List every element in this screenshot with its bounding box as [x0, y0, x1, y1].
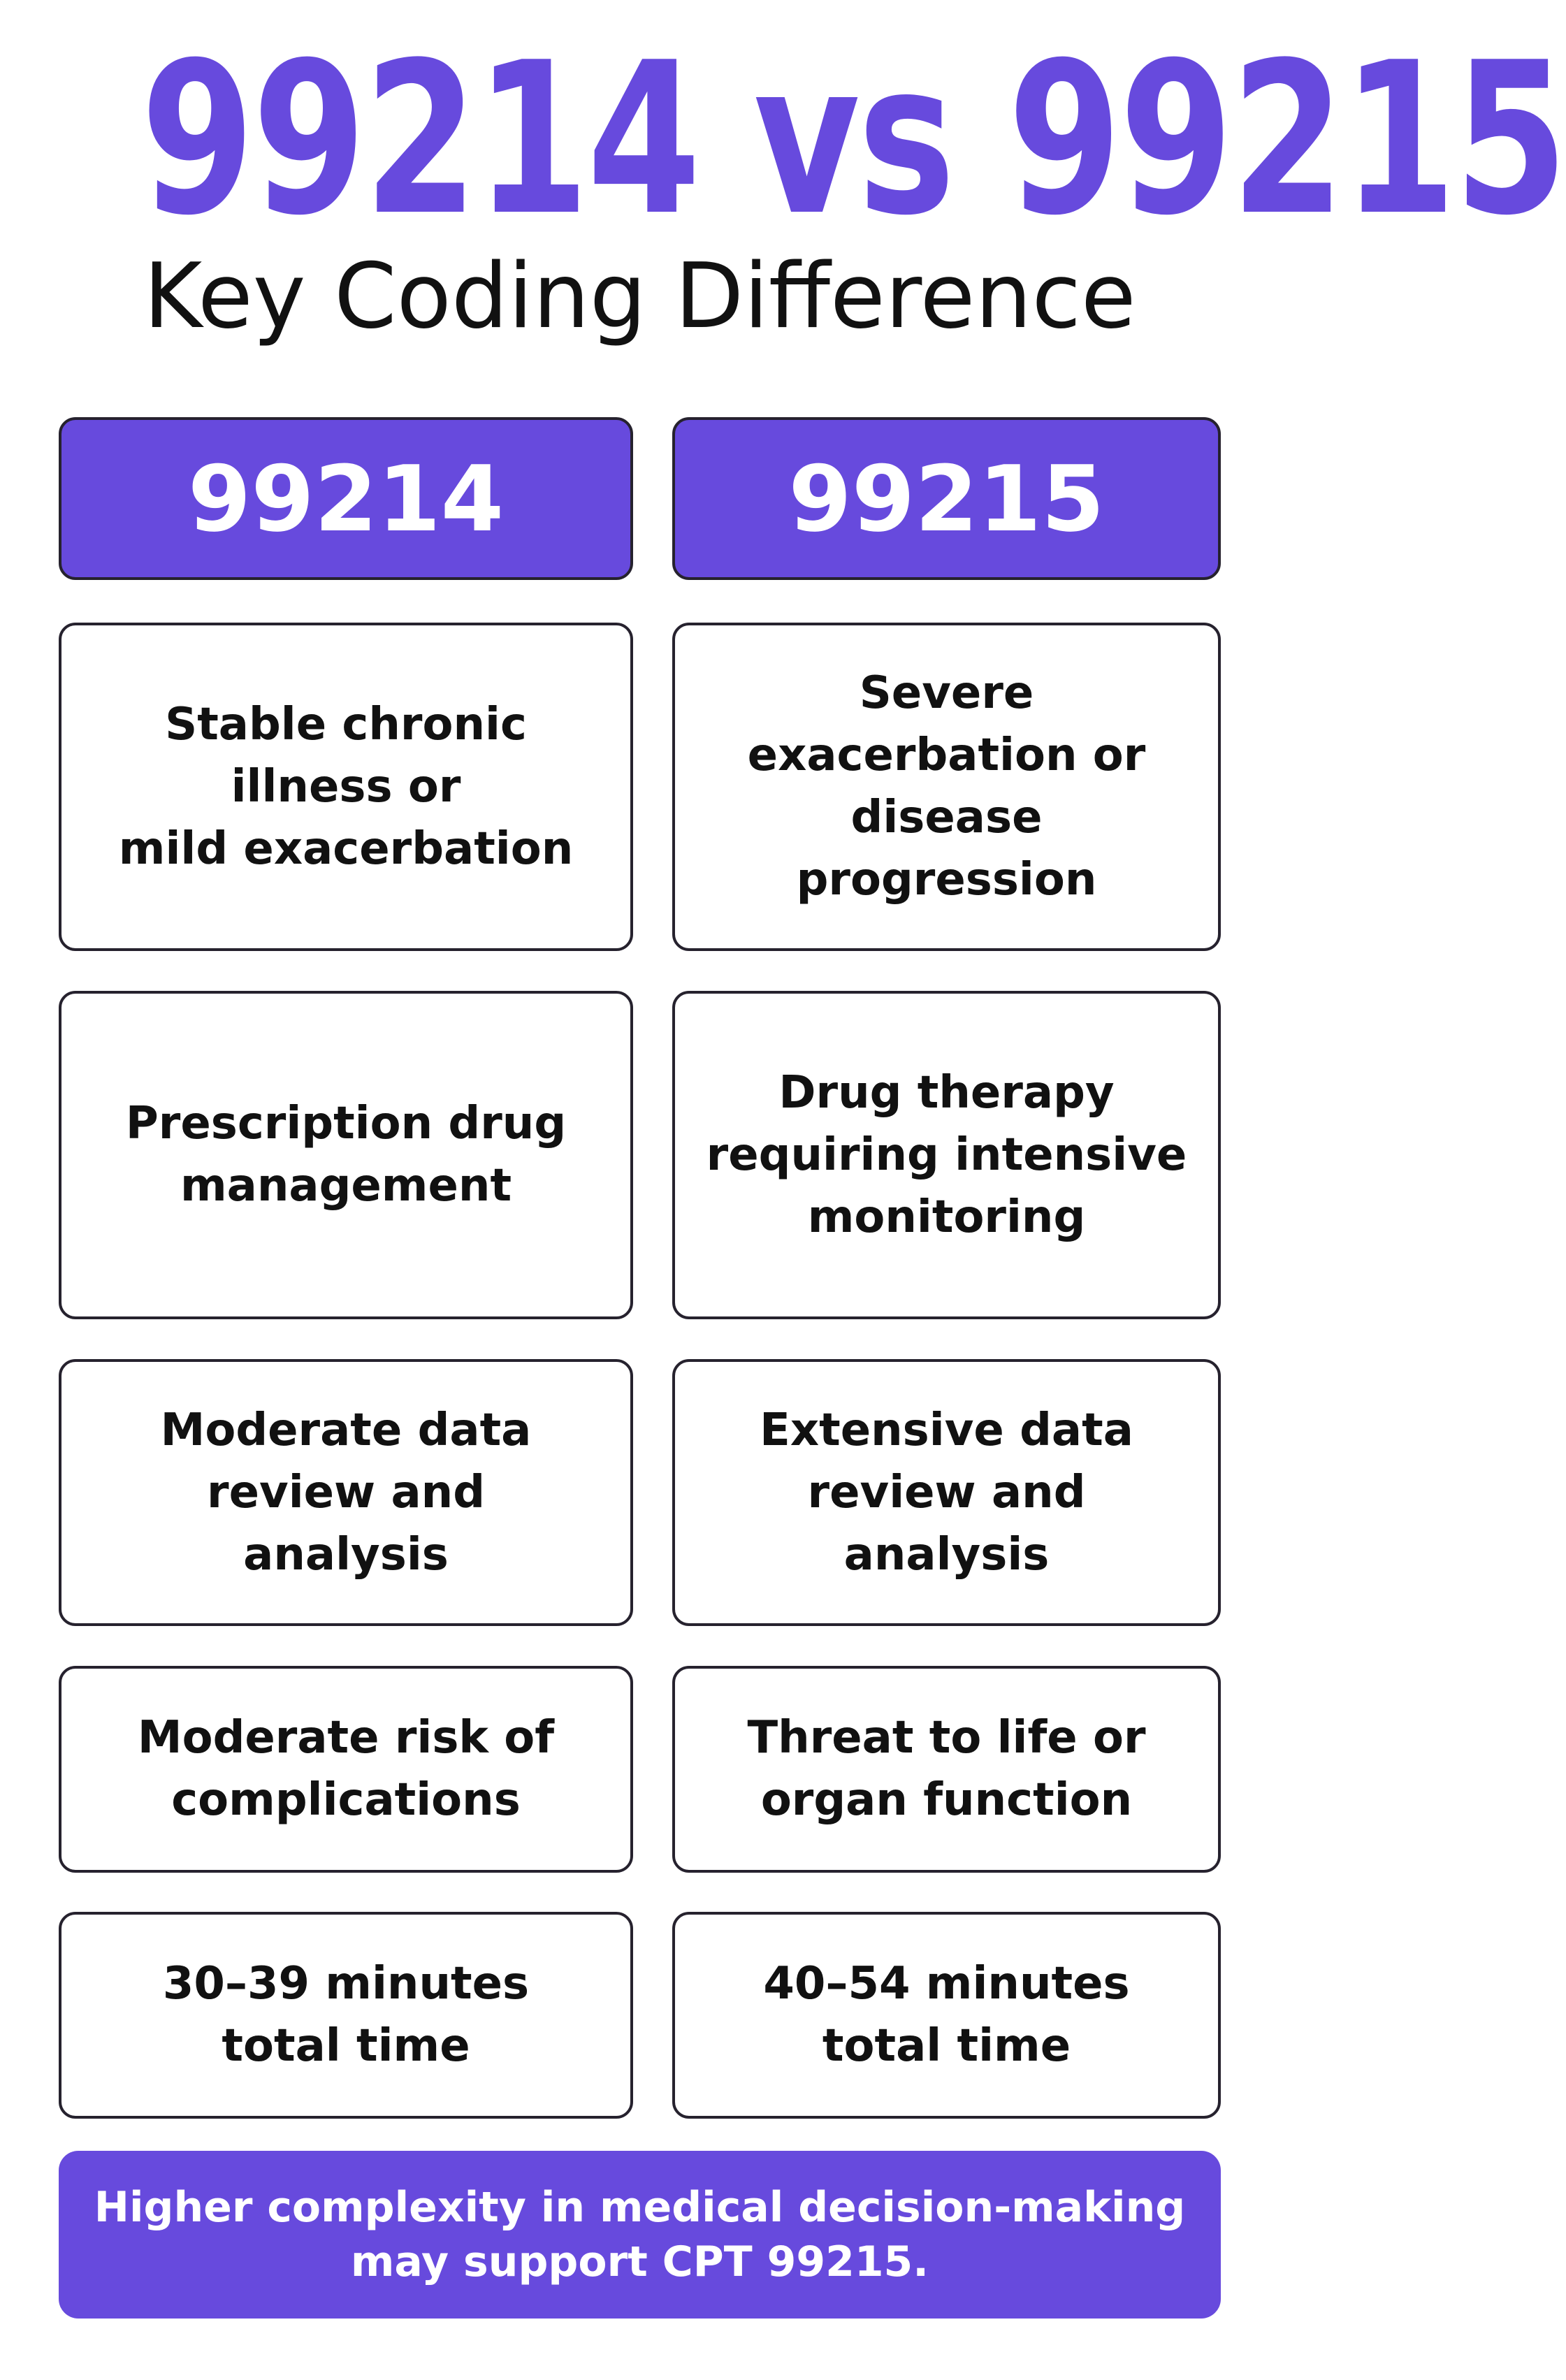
cell-text: Stable chronic illness or mild exacerbation	[118, 698, 574, 875]
cell-text: Drug therapy requiring intensive monitoring	[706, 1066, 1187, 1243]
cell-text: Prescription drug management	[125, 1098, 567, 1212]
cell-text: Severe exacerbation or disease progression	[747, 667, 1146, 906]
column-header-99214: 99214	[59, 417, 633, 580]
footer-banner	[59, 2151, 1221, 2319]
cell-text: Extensive data review and analysis	[760, 1404, 1133, 1581]
page-subtitle: Key Coding Difference	[143, 245, 1136, 349]
footer-text: Higher complexity in medical decision-making may support CPT 99215.	[94, 2183, 1186, 2286]
page-title: 99214 vs 99215	[140, 17, 1566, 261]
cell-99215-problem	[672, 623, 1221, 951]
cell-text: 40–54 minutes total time	[763, 1958, 1130, 2072]
cell-99215-time	[672, 1912, 1221, 2119]
cell-99215-data	[672, 1359, 1221, 1626]
cell-text: Moderate data review and analysis	[160, 1404, 532, 1581]
cell-99215-drug	[672, 991, 1221, 1319]
column-header-99215: 99215	[672, 417, 1221, 580]
cell-text: 30–39 minutes total time	[162, 1958, 530, 2072]
cell-text: Threat to life or organ function	[747, 1712, 1146, 1826]
cell-99215-risk	[672, 1666, 1221, 1873]
cell-text: Moderate risk of complications	[137, 1712, 555, 1826]
cell-99214-data	[59, 1359, 633, 1626]
cell-99214-drug	[59, 991, 633, 1319]
cell-99214-problem	[59, 623, 633, 951]
cell-99214-risk	[59, 1666, 633, 1873]
cell-99214-time	[59, 1912, 633, 2119]
